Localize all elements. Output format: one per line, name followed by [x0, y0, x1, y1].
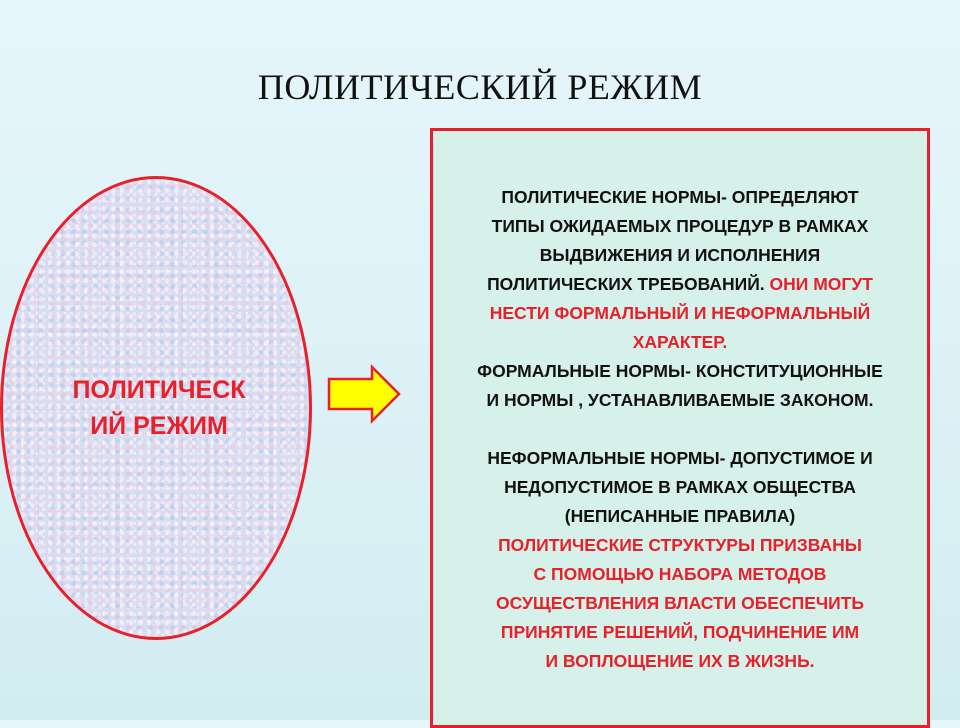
norms-text-box	[430, 128, 930, 728]
red-text-line: С ПОМОЩЬЮ НАБОРА МЕТОДОВ	[533, 564, 827, 584]
norms-text	[433, 183, 927, 676]
paragraph-gap	[433, 415, 927, 444]
red-text-line: ПОЛИТИЧЕСКИЕ СТРУКТУРЫ ПРИЗВАНЫ	[498, 535, 862, 555]
regime-oval	[0, 176, 312, 640]
formal-norms-line: И НОРМЫ , УСТАНАВЛИВАЕМЫЕ ЗАКОНОМ.	[486, 390, 874, 410]
formal-norms-line: ФОРМАЛЬНЫЕ НОРМЫ- КОНСТИТУЦИОННЫЕ	[477, 361, 883, 381]
red-text-line: ОСУЩЕСТВЛЕНИЯ ВЛАСТИ ОБЕСПЕЧИТЬ	[495, 593, 865, 613]
red-text-line: ПРИНЯТИЕ РЕШЕНИЙ, ПОДЧИНЕНИЕ ИМ	[500, 622, 860, 642]
informal-norms-line: (НЕПИСАННЫЕ ПРАВИЛА)	[564, 506, 796, 526]
red-text-tail: ОНИ МОГУТ	[769, 274, 873, 294]
text-line: ПОЛИТИЧЕСКИЕ НОРМЫ- ОПРЕДЕЛЯЮТ	[501, 187, 859, 207]
red-text-line: НЕСТИ ФОРМАЛЬНЫЙ И НЕФОРМАЛЬНЫЙ	[489, 303, 871, 323]
oval-label-line-2: ИЙ РЕЖИМ	[90, 412, 228, 440]
informal-norms-line: НЕДОПУСТИМОЕ В РАМКАХ ОБЩЕСТВА	[504, 477, 856, 497]
text-line: ВЫДВИЖЕНИЯ И ИСПОЛНЕНИЯ	[539, 245, 821, 265]
red-text-line: ХАРАКТЕР.	[632, 332, 728, 352]
text-line-start: ПОЛИТИЧЕСКИХ ТРЕБОВАНИЙ.	[487, 274, 765, 294]
text-line	[433, 270, 927, 299]
slide-title: ПОЛИТИЧЕСКИЙ РЕЖИМ	[257, 67, 703, 107]
text-line: ТИПЫ ОЖИДАЕМЫХ ПРОЦЕДУР В РАМКАХ	[491, 216, 869, 236]
informal-norms-line: НЕФОРМАЛЬНЫЕ НОРМЫ- ДОПУСТИМОЕ И	[487, 448, 873, 468]
oval-label	[64, 372, 254, 444]
oval-label-line-1: ПОЛИТИЧЕСК	[72, 376, 246, 404]
red-text-line: И ВОПЛОЩЕНИЕ ИХ В ЖИЗНЬ.	[545, 651, 815, 671]
right-arrow-icon	[326, 364, 402, 424]
